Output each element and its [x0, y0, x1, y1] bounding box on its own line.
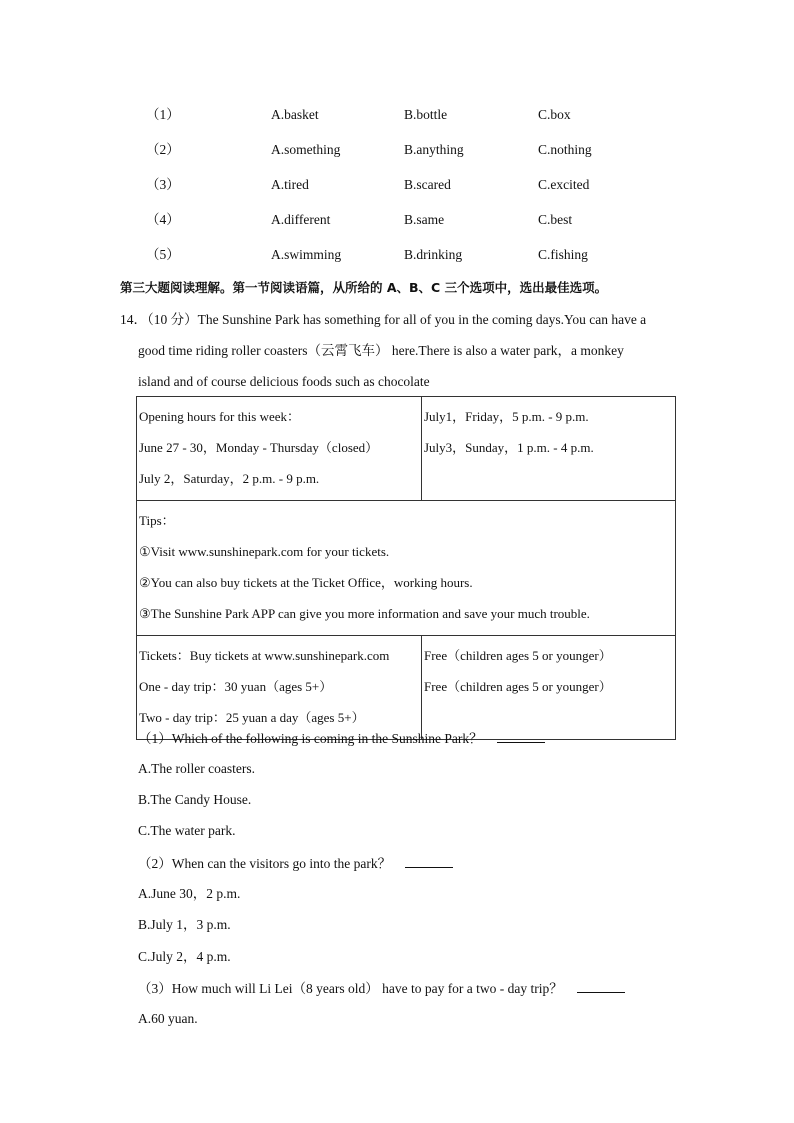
- hours-saturday: July 2，Saturday，2 p.m. - 9 p.m.: [139, 471, 320, 486]
- option-number: （1）: [146, 107, 180, 122]
- passage-line-1: 14．（10 分）The Sunshine Park has something for all of you in the coming days.You can have a: [120, 312, 647, 327]
- option-c: C.best: [538, 212, 573, 227]
- option-row: [0, 246, 794, 264]
- q3-option-a: A.60 yuan.: [138, 1011, 198, 1026]
- tip-1: ①Visit www.sunshinepark.com for your tickets.: [139, 544, 390, 559]
- option-c: C.nothing: [538, 142, 592, 157]
- answer-blank[interactable]: [405, 854, 453, 868]
- option-row: [0, 176, 794, 194]
- option-row: [0, 211, 794, 229]
- q2-option-c: C.July 2，4 p.m.: [138, 949, 231, 964]
- tip-2: ②You can also buy tickets at the Ticket Office，working hours.: [139, 575, 473, 590]
- tips-title: Tips：: [139, 513, 175, 528]
- option-b: B.anything: [404, 142, 464, 157]
- option-number: （2）: [146, 142, 180, 157]
- option-b: B.scared: [404, 177, 451, 192]
- option-b: B.drinking: [404, 247, 463, 262]
- free-note-2: Free（children ages 5 or younger）: [424, 679, 612, 694]
- option-row: [0, 106, 794, 124]
- hours-row: [137, 397, 676, 501]
- q2-option-a: A.June 30，2 p.m.: [138, 886, 241, 901]
- question-1-text: （1）Which of the following is coming in the Sunshine Park？: [138, 731, 483, 746]
- tip-3: ③The Sunshine Park APP can give you more information and save your much trouble.: [139, 606, 590, 621]
- option-a: A.something: [271, 142, 341, 157]
- option-b: B.same: [404, 212, 445, 227]
- option-number: （4）: [146, 212, 180, 227]
- answer-blank[interactable]: [577, 979, 625, 993]
- hours-right-cell: [422, 397, 676, 501]
- question-3-text: （3）How much will Li Lei（8 years old） have to pay for a two - day trip？: [138, 981, 563, 996]
- tickets-title: Tickets：Buy tickets at www.sunshinepark.com: [139, 648, 390, 663]
- option-number: （5）: [146, 247, 180, 262]
- question-2: [138, 854, 453, 873]
- q1-option-c: C.The water park.: [138, 823, 236, 838]
- passage-line-3: island and of course delicious foods such as chocolate: [138, 374, 430, 389]
- q1-option-a: A.The roller coasters.: [138, 761, 255, 776]
- question-3: [138, 979, 625, 998]
- tickets-left-cell: [137, 636, 422, 740]
- q1-option-b: B.The Candy House.: [138, 792, 252, 807]
- option-a: A.different: [271, 212, 331, 227]
- passage-line-2: good time riding roller coasters（云霄飞车） here.There is also a water park，a monkey: [138, 343, 624, 358]
- q2-option-b: B.July 1，3 p.m.: [138, 917, 231, 932]
- one-day-trip: One - day trip：30 yuan（ages 5+）: [139, 679, 333, 694]
- hours-sunday: July3，Sunday，1 p.m. - 4 p.m.: [424, 440, 594, 455]
- answer-blank[interactable]: [497, 729, 545, 743]
- option-row: [0, 141, 794, 159]
- option-c: C.box: [538, 107, 571, 122]
- tickets-right-cell: [422, 636, 676, 740]
- tips-row: [137, 501, 676, 636]
- two-day-trip: Two - day trip：25 yuan a day（ages 5+）: [139, 710, 365, 725]
- option-c: C.fishing: [538, 247, 588, 262]
- section-heading: 第三大题阅读理解。第一节阅读语篇，从所给的 A、B、C 三个选项中，选出最佳选项。: [120, 280, 608, 295]
- tickets-row: [137, 636, 676, 740]
- free-note-1: Free（children ages 5 or younger）: [424, 648, 612, 663]
- question-1: [138, 729, 545, 748]
- hours-friday: July1，Friday，5 p.m. - 9 p.m.: [424, 409, 589, 424]
- park-info-table: [136, 396, 676, 740]
- question-2-text: （2）When can the visitors go into the park？: [138, 856, 392, 871]
- option-a: A.tired: [271, 177, 309, 192]
- hours-left-cell: [137, 397, 422, 501]
- option-b: B.bottle: [404, 107, 448, 122]
- option-number: （3）: [146, 177, 180, 192]
- hours-weekdays: June 27 - 30，Monday - Thursday（closed）: [139, 440, 379, 455]
- option-a: A.swimming: [271, 247, 342, 262]
- hours-title: Opening hours for this week：: [139, 409, 301, 424]
- option-c: C.excited: [538, 177, 590, 192]
- tips-cell: [137, 501, 676, 636]
- option-a: A.basket: [271, 107, 319, 122]
